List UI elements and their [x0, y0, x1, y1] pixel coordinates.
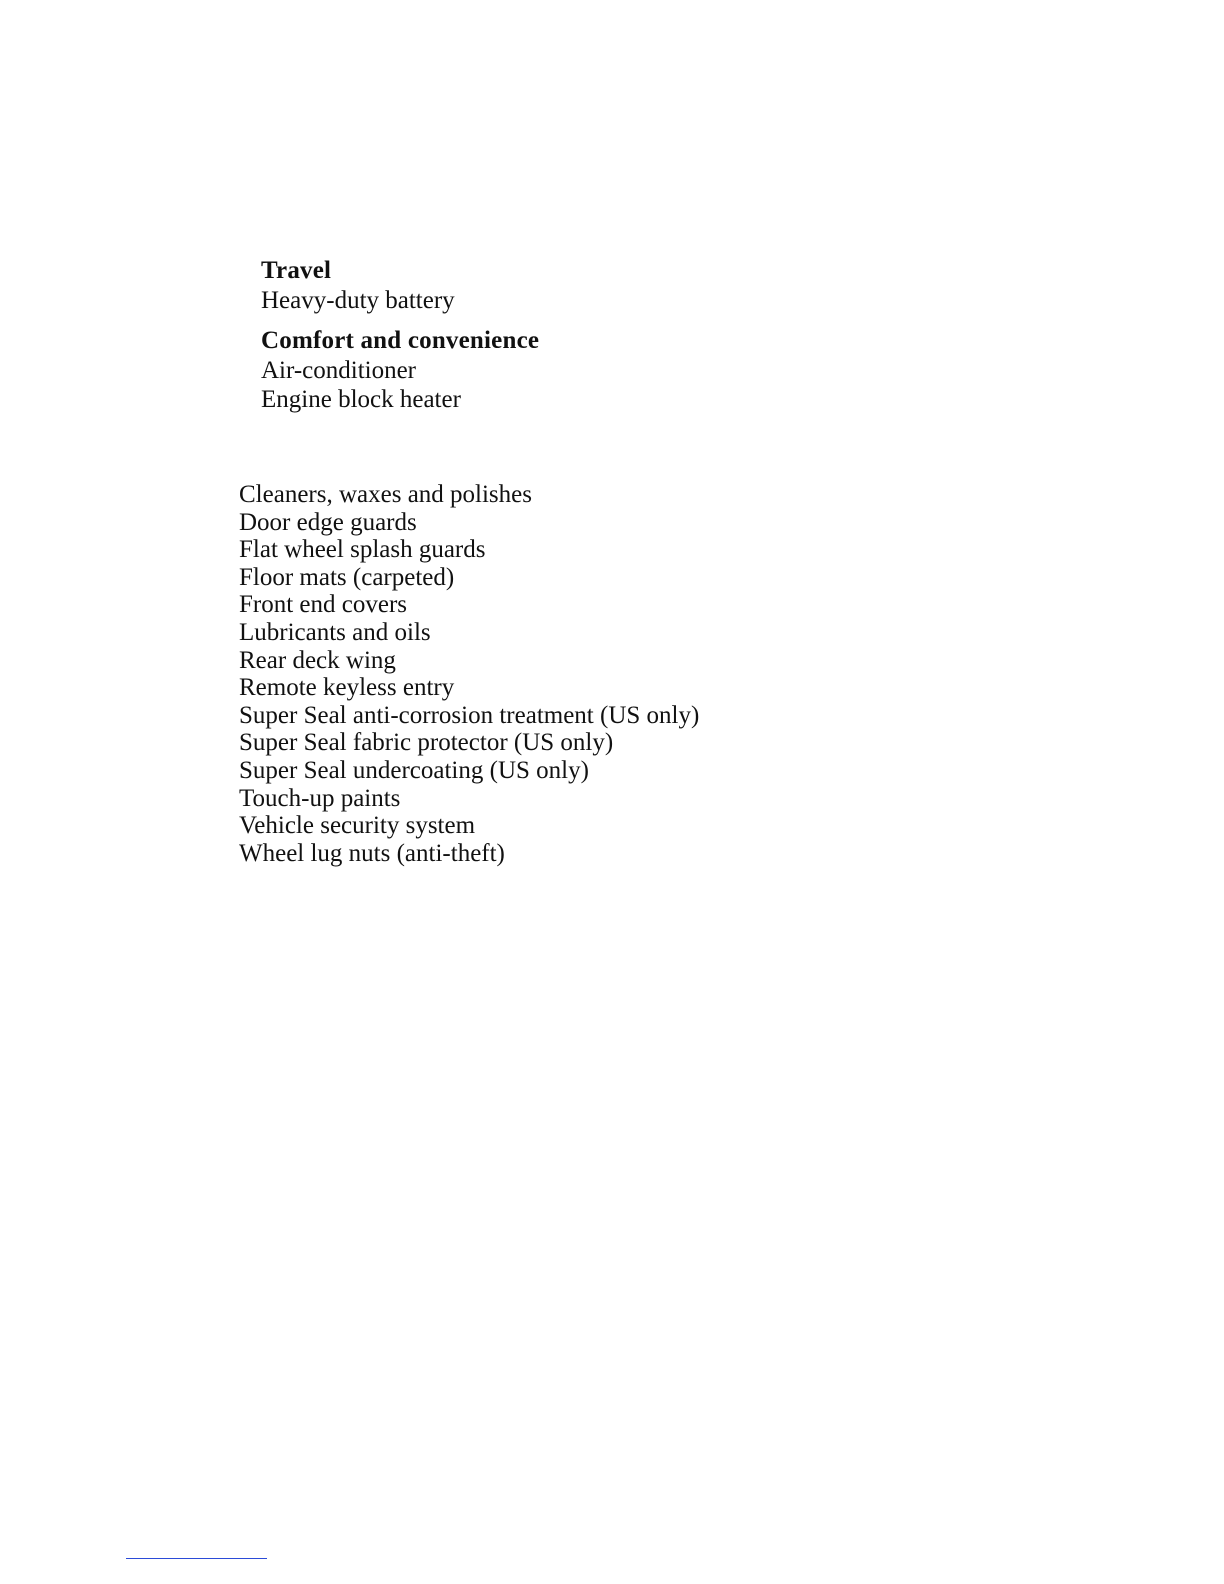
accessory-list	[239, 481, 1039, 867]
list-item: Flat wheel splash guards	[239, 536, 486, 564]
list-item: Super Seal undercoating (US only)	[239, 756, 589, 784]
list-item: Super Seal fabric protector (US only)	[239, 729, 614, 757]
travel-item-heavy-duty-battery: Heavy-duty battery	[261, 287, 455, 314]
comfort-heading: Comfort and convenience	[261, 327, 540, 354]
list-item: Touch-up paints	[239, 784, 401, 812]
comfort-item-air-conditioner: Air-conditioner	[261, 357, 417, 384]
list-item: Floor mats (carpeted)	[239, 563, 455, 591]
list-item: Vehicle security system	[239, 812, 476, 840]
list-item: Super Seal anti-corrosion treatment (US only)	[239, 701, 700, 729]
travel-heading: Travel	[261, 257, 332, 284]
footnote-divider	[126, 1558, 267, 1559]
list-item: Wheel lug nuts (anti-theft)	[239, 839, 505, 867]
list-item: Remote keyless entry	[239, 674, 455, 702]
travel-section	[261, 256, 961, 315]
comfort-item-engine-block-heater: Engine block heater	[261, 386, 461, 413]
list-item: Lubricants and oils	[239, 618, 431, 646]
list-item: Cleaners, waxes and polishes	[239, 481, 532, 508]
comfort-section	[261, 326, 961, 414]
list-item: Front end covers	[239, 591, 408, 619]
list-item: Rear deck wing	[239, 646, 396, 674]
list-item: Door edge guards	[239, 508, 417, 536]
